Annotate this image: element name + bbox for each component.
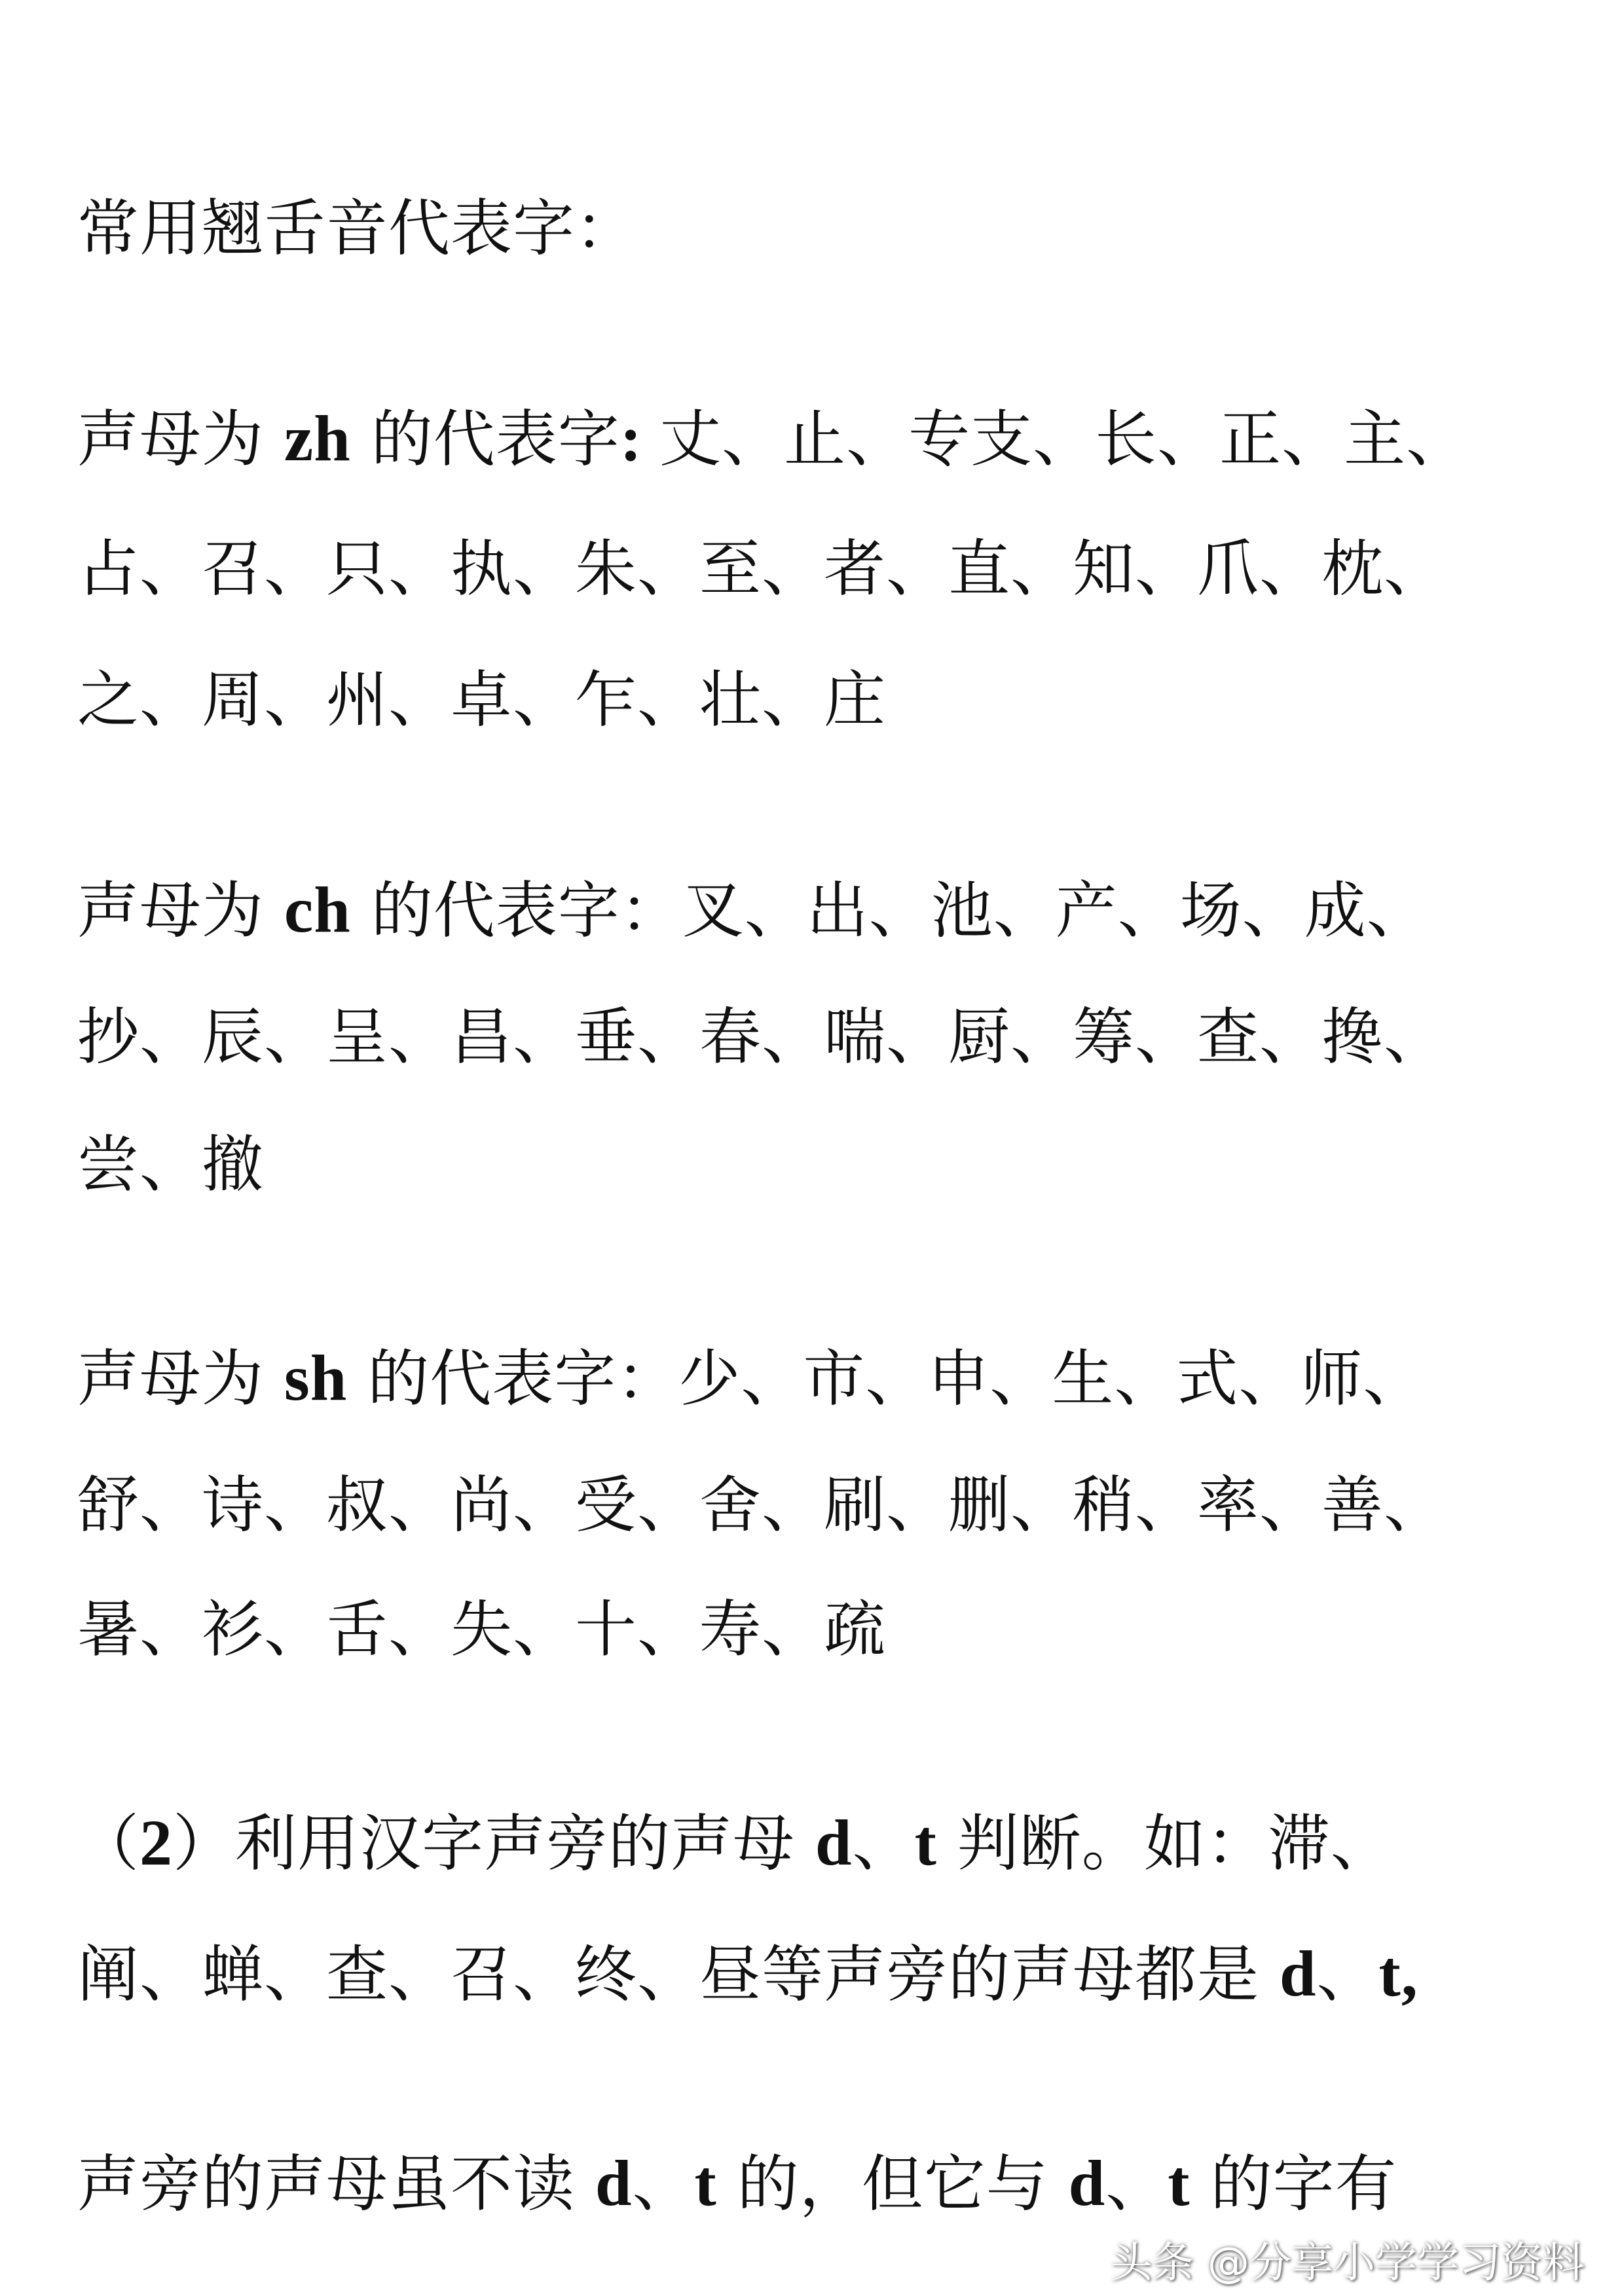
ch-line-2: 抄、辰、呈、昌、垂、春、喘、厨、筹、查、搀、 <box>77 1002 1447 1073</box>
ch-line-3: 尝、撤 <box>77 1129 265 1201</box>
zh-line-3: 之、周、州、卓、乍、壮、庄 <box>77 665 887 736</box>
sh-initial: sh <box>284 1341 348 1414</box>
rule2-line-1: （2）利用汉字声旁的声母 d、t 判断。如：滞、 <box>77 1806 1393 1880</box>
ch-initial: ch <box>284 873 351 946</box>
rule2-line-2: 阐、蝉、查、召、终、昼等声旁的声母都是 d、t, <box>77 1937 1418 2011</box>
heading: 常用翘舌音代表字： <box>77 193 638 264</box>
sh-line-2: 舒、诗、叔、尚、受、舍、刷、删、稍、率、善、 <box>77 1470 1447 1541</box>
zh-line-1: 声母为 zh 的代表字: 丈、止、专支、长、正、主、 <box>77 402 1469 475</box>
zh-initial: zh <box>284 402 351 475</box>
zh-line-2: 占、召、只、执、朱、至、者、直、知、爪、枕、 <box>77 534 1447 605</box>
watermark: 头条 @分享小学学习资料 <box>1110 2239 1585 2287</box>
rule3-line-1: 声旁的声母虽不读 d、t 的，但它与 d、t 的字有 <box>77 2147 1397 2220</box>
sh-line-1: 声母为 sh 的代表字：少、市、申、生、式、师、 <box>77 1341 1426 1415</box>
sh-line-3: 暑、衫、舌、失、十、寿、疏 <box>77 1594 887 1666</box>
ch-line-1: 声母为 ch 的代表字：叉、出、池、产、场、成、 <box>77 873 1429 947</box>
